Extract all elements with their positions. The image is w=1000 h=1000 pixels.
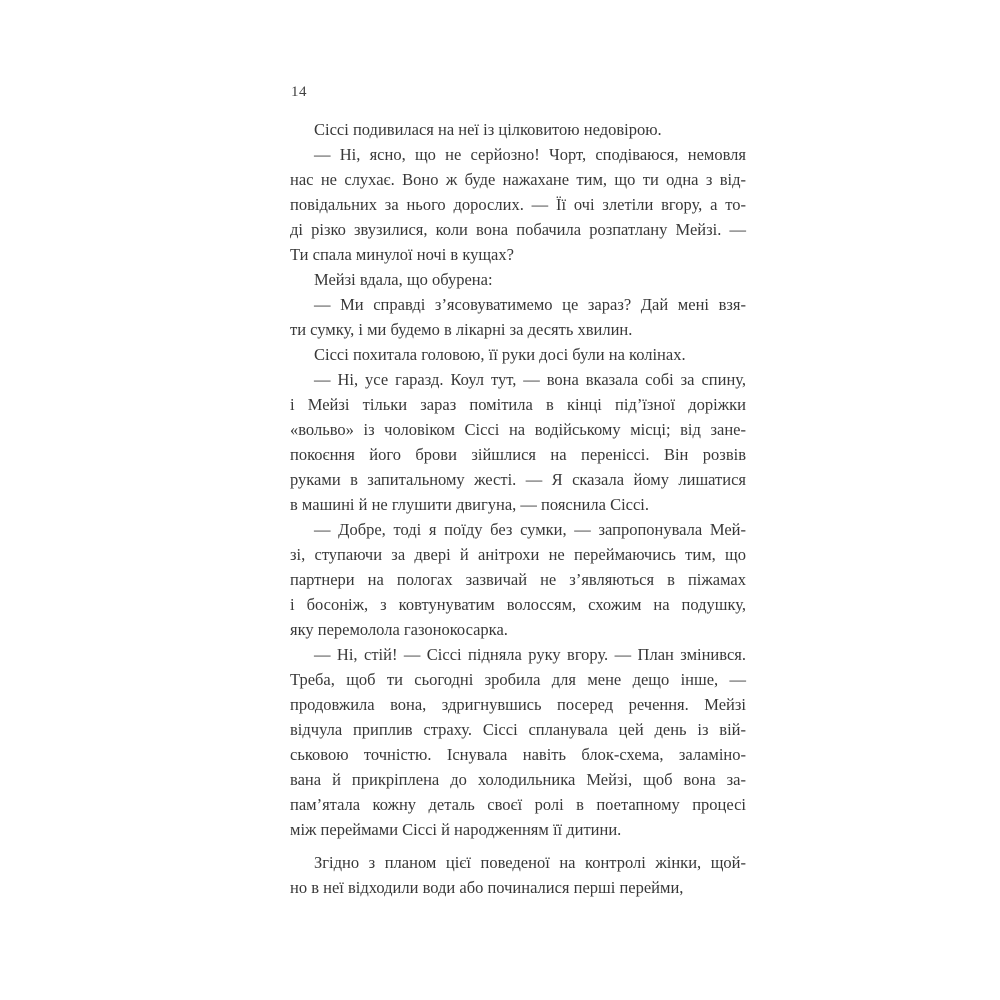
paragraph	[290, 267, 746, 292]
text-line: — Ні, стій! — Сіссі підняла руку вгору. — План змінився.	[314, 645, 746, 664]
text-line: — Ні, ясно, що не серйозно! Чорт, сподіваюся, немовля	[314, 145, 746, 164]
text-block	[290, 117, 746, 900]
text-line: — Ні, усе гаразд. Коул тут, — вона вказала собі за спину,	[314, 370, 746, 389]
paragraph	[290, 342, 746, 367]
paragraph	[290, 117, 746, 142]
text-line: і Мейзі тільки зараз помітила в кінці під’їзної доріжки	[290, 395, 746, 414]
paragraph	[290, 292, 746, 342]
text-line: повідальних за нього дорослих. — Її очі злетіли вгору, а то-	[290, 195, 746, 214]
text-line: Мейзі вдала, що обурена:	[314, 270, 493, 289]
text-line: продовжила вона, здригнувшись посеред речення. Мейзі	[290, 695, 746, 714]
text-line: між переймами Сіссі й народженням її дитини.	[290, 820, 622, 839]
text-line: ськовою точністю. Існувала навіть блок-схема, заламіно-	[290, 745, 746, 764]
text-line: пам’ятала кожну деталь своєї ролі в поетапному процесі	[290, 795, 746, 814]
text-line: Сіссі похитала головою, її руки досі були на колінах.	[314, 345, 686, 364]
paragraph	[290, 850, 746, 900]
text-line: руками в запитальному жесті. — Я сказала йому лишатися	[290, 470, 746, 489]
text-line: і босоніж, з ковтунуватим волоссям, схожим на подушку,	[290, 595, 746, 614]
text-line: ді різко звузилися, коли вона побачила розпатлану Мейзі. —	[290, 220, 746, 239]
text-line: Сіссі подивилася на неї із цілковитою недовірою.	[314, 120, 662, 139]
text-line: вана й прикріплена до холодильника Мейзі, щоб вона за-	[290, 770, 746, 789]
text-line: в машині й не глушити двигуна, — пояснила Сіссі.	[290, 495, 650, 514]
text-line: зі, ступаючи за двері й анітрохи не переймаючись тим, що	[290, 545, 746, 564]
text-line: Згідно з планом цієї поведеної на контролі жінки, щой-	[314, 853, 746, 872]
text-line: відчула приплив страху. Сіссі спланувала цей день із вій-	[290, 720, 746, 739]
text-line: но в неї відходили води або починалися перші перейми,	[290, 878, 684, 897]
paragraph	[290, 642, 746, 842]
text-line: покоєння його брови зійшлися на переніссі. Він розвів	[290, 445, 746, 464]
paragraph	[290, 142, 746, 267]
text-line: ти сумку, і ми будемо в лікарні за десять хвилин.	[290, 320, 633, 339]
page-number: 14	[291, 84, 307, 100]
paragraph	[290, 517, 746, 642]
text-line: партнери на пологах зазвичай не з’являються в піжамах	[290, 570, 746, 589]
text-line: — Добре, тоді я поїду без сумки, — запропонувала Мей-	[314, 520, 746, 539]
text-line: Треба, щоб ти сьогодні зробила для мене дещо інше, —	[290, 670, 746, 689]
text-line: нас не слухає. Воно ж буде нажахане тим, що ти одна з від-	[290, 170, 746, 189]
text-line: — Ми справді з’ясовуватимемо це зараз? Дай мені взя-	[314, 295, 746, 314]
text-line: Ти спала минулої ночі в кущах?	[290, 245, 514, 264]
text-line: яку перемолола газонокосарка.	[290, 620, 508, 639]
paragraph	[290, 367, 746, 517]
text-line: «вольво» із чоловіком Сіссі на водійському місці; від зане-	[290, 420, 746, 439]
